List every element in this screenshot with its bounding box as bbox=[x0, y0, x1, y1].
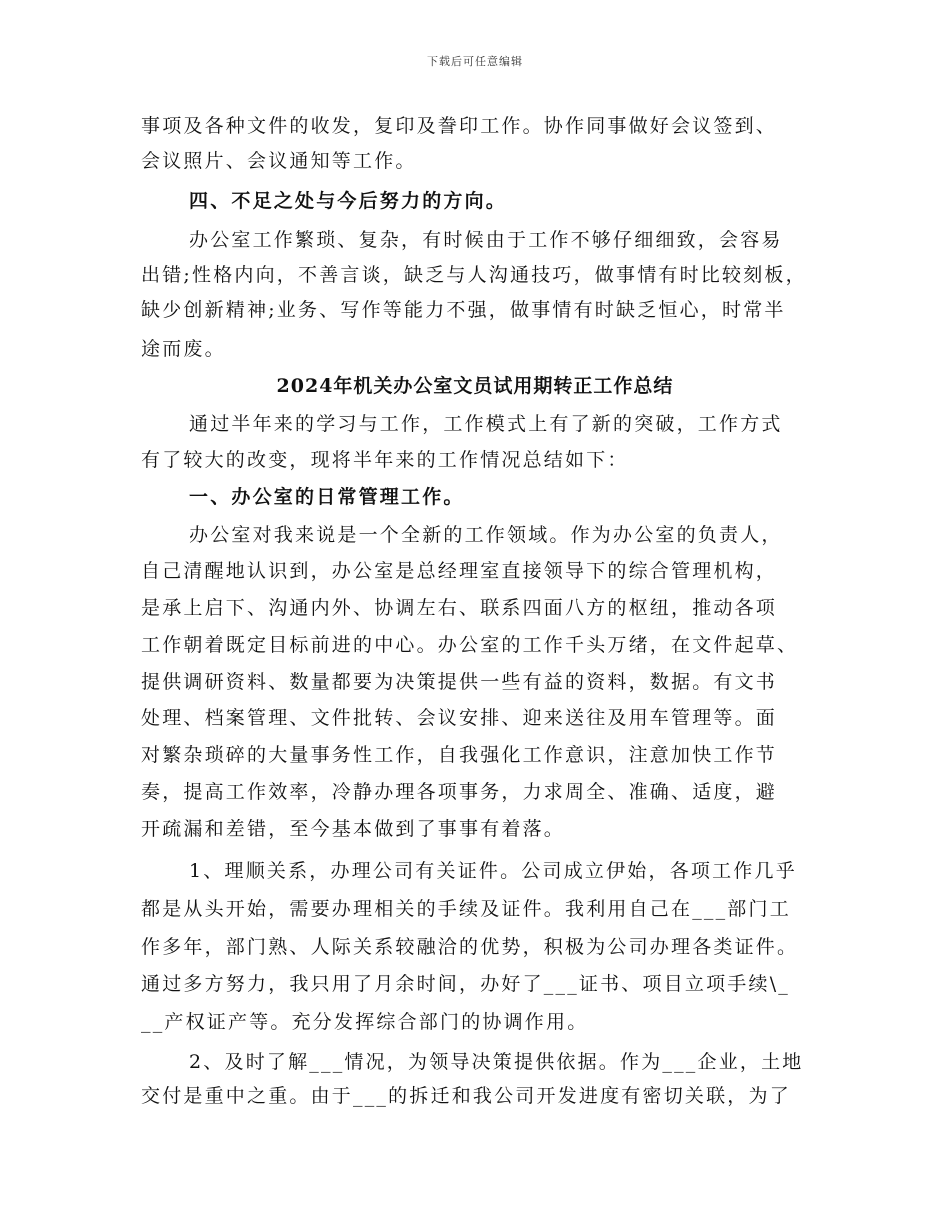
text-line: 对繁杂琐碎的大量事务性工作，自我强化工作意识，注意加快工作节 bbox=[141, 744, 778, 766]
document-title: 2024年机关办公室文员试用期转正工作总结 bbox=[276, 375, 674, 397]
text-line: 会议照片、会议通知等工作。 bbox=[141, 150, 417, 172]
text-line: 是承上启下、沟通内外、协调左右、联系四面八方的枢纽，推动各项 bbox=[141, 597, 778, 619]
text-line: 1、理顺关系，办理公司有关证件。公司成立伊始，各项工作几乎 bbox=[189, 860, 797, 882]
text-line: 自己清醒地认识到，办公室是总经理室直接领导下的综合管理机构， bbox=[141, 560, 778, 582]
text-line: 通过多方努力，我只用了月余时间，办好了___证书、项目立项手续\_ bbox=[141, 973, 791, 995]
text-line: 出错;性格内向，不善言谈，缺乏与人沟通技巧，做事情有时比较刻板， bbox=[141, 264, 807, 286]
text-line: 作多年，部门熟、人际关系较融洽的优势，积极为公司办理各类证件。 bbox=[141, 936, 799, 958]
section-heading: 一、办公室的日常管理工作。 bbox=[189, 486, 465, 508]
section-heading: 四、不足之处与今后努力的方向。 bbox=[189, 190, 508, 212]
text-line: 交付是重中之重。由于___的拆迁和我公司开发进度有密切关联，为了 bbox=[141, 1085, 791, 1107]
text-line: 通过半年来的学习与工作，工作模式上有了新的突破，工作方式 bbox=[189, 413, 783, 435]
page-header: 下载后可任意编辑 bbox=[427, 55, 523, 68]
text-line: 有了较大的改变，现将半年来的工作情况总结如下： bbox=[141, 449, 629, 471]
text-line: 奏，提高工作效率，冷静办理各项事务，力求周全、准确、适度，避 bbox=[141, 781, 778, 803]
text-line: 事项及各种文件的收发，复印及誊印工作。协作同事做好会议签到、 bbox=[141, 115, 778, 137]
text-line: 缺少创新精神;业务、写作等能力不强，做事情有时缺乏恒心，时常半 bbox=[141, 299, 786, 321]
text-line: 途而废。 bbox=[141, 338, 226, 360]
text-line: 2、及时了解___情况，为领导决策提供依据。作为___企业，土地 bbox=[189, 1051, 804, 1073]
text-line: 办公室工作繁琐、复杂，有时候由于工作不够仔细细致，会容易 bbox=[189, 229, 783, 251]
text-line: 提供调研资料、数量都要为决策提供一些有益的资料，数据。有文书 bbox=[141, 671, 778, 693]
text-line: __产权证产等。充分发挥综合部门的协调作用。 bbox=[141, 1011, 589, 1033]
text-line: 开疏漏和差错，至今基本做到了事事有着落。 bbox=[141, 818, 566, 840]
text-line: 工作朝着既定目标前进的中心。办公室的工作千头万绪，在文件起草、 bbox=[141, 634, 799, 656]
text-line: 都是从头开始，需要办理相关的手续及证件。我利用自己在___部门工 bbox=[141, 898, 791, 920]
text-line: 办公室对我来说是一个全新的工作领域。作为办公室的负责人， bbox=[189, 524, 783, 546]
text-line: 处理、档案管理、文件批转、会议安排、迎来送往及用车管理等。面 bbox=[141, 707, 778, 729]
